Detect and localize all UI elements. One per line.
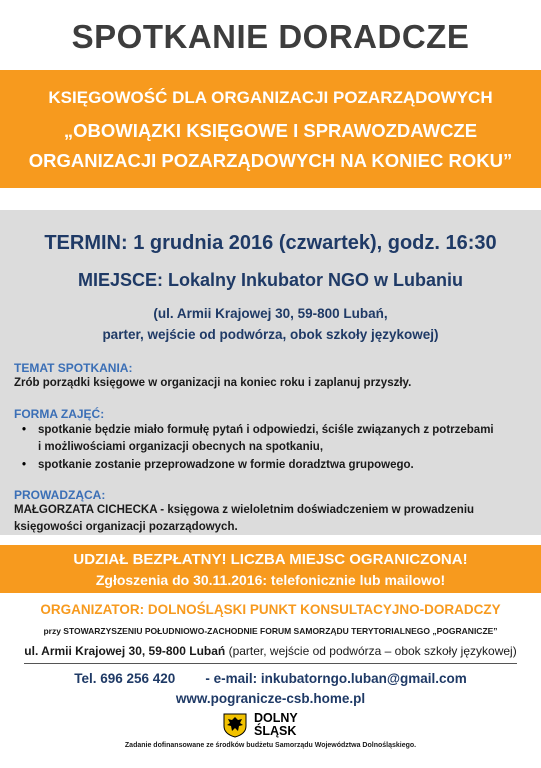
organizer-association: przy STOWARZYSZENIU POŁUDNIOWO-ZACHODNIE FORUM SAMORZĄDU TERYTORIALNEGO „POGRANICZE” (43, 626, 498, 636)
bullet-icon: • (22, 424, 27, 436)
logo-line-1: DOLNY (254, 711, 298, 725)
organizer-address-main: ul. Armii Krajowej 30, 59-800 Lubań (24, 644, 226, 658)
temat-text: Zrób porządki księgowe w organizacji na koniec roku i zaplanuj przyszły. (14, 377, 412, 389)
forma-bullet-2: spotkanie zostanie przeprowadzone w formie doradztwa grupowego. (38, 459, 414, 471)
email-prefix: - (205, 671, 210, 686)
page-title: SPOTKANIE DORADCZE (71, 18, 470, 55)
organizer-title: ORGANIZATOR: DOLNOŚLĄSKI PUNKT KONSULTACYJNO-DORADCZY (40, 602, 501, 617)
temat-heading: TEMAT SPOTKANIA: (14, 361, 133, 375)
notice-line-2: Zgłoszenia do 30.11.2016: telefonicznie lub mailowo! (95, 572, 446, 588)
prowadzaca-line-1: MAŁGORZATA CICHECKA - księgowa z wieloletnim doświadczeniem w prowadzeniu (14, 504, 475, 516)
topic-line-1: KSIĘGOWOŚĆ DLA ORGANIZACJI POZARZĄDOWYCH (48, 88, 493, 107)
funding-note: Zadanie dofinansowane ze środków budżetu Samorządu Województwa Dolnośląskiego. (124, 742, 417, 749)
organizer-address-note: (parter, wejście od podwórza – obok szkoły językowej) (225, 644, 517, 658)
topic-line-3: ORGANIZACJI POZARZĄDOWYCH NA KONIEC ROKU” (28, 150, 513, 171)
notice-line-1: UDZIAŁ BEZPŁATNY! LICZBA MIEJSC OGRANICZONA! (73, 551, 468, 568)
organizer-address (0, 644, 541, 658)
forma-heading: FORMA ZAJĘĆ: (14, 407, 105, 421)
address-line-2: parter, wejście od podwórza, obok szkoły językowej) (102, 327, 439, 342)
divider (24, 663, 517, 664)
prowadzaca-line-2: księgowości organizacji pozarządowych. (14, 521, 238, 533)
forma-bullet-1-line-1: spotkanie będzie miało formułę pytań i odpowiedzi, ściśle związanych z potrzebami (38, 424, 494, 436)
website-link[interactable]: www.pogranicze-csb.home.pl (175, 691, 366, 706)
bullet-icon: • (22, 459, 27, 471)
termin-line: TERMIN: 1 grudnia 2016 (czwartek), godz. 16:30 (44, 232, 497, 254)
eagle-crest-icon (222, 712, 248, 738)
details-panel (0, 210, 541, 535)
topic-line-2: „OBOWIĄZKI KSIĘGOWE I SPRAWOZDAWCZE (63, 120, 478, 141)
phone-text: Tel. 696 256 420 (74, 671, 176, 686)
prowadzaca-heading: PROWADZĄCA: (14, 488, 106, 502)
forma-bullet-1-line-2: i możliwościami organizacji obecnych na spotkaniu, (38, 441, 324, 453)
contact-line (0, 671, 541, 686)
address-line-1: (ul. Armii Krajowej 30, 59-800 Lubań, (153, 306, 388, 321)
dolny-slask-logo (222, 712, 332, 738)
topic-band (0, 70, 541, 188)
email-link[interactable]: e-mail: inkubatorngo.luban@gmail.com (213, 671, 467, 686)
notice-band (0, 545, 541, 593)
miejsce-line: MIEJSCE: Lokalny Inkubator NGO w Lubaniu (77, 270, 464, 290)
logo-line-2: ŚLĄSK (254, 724, 297, 738)
